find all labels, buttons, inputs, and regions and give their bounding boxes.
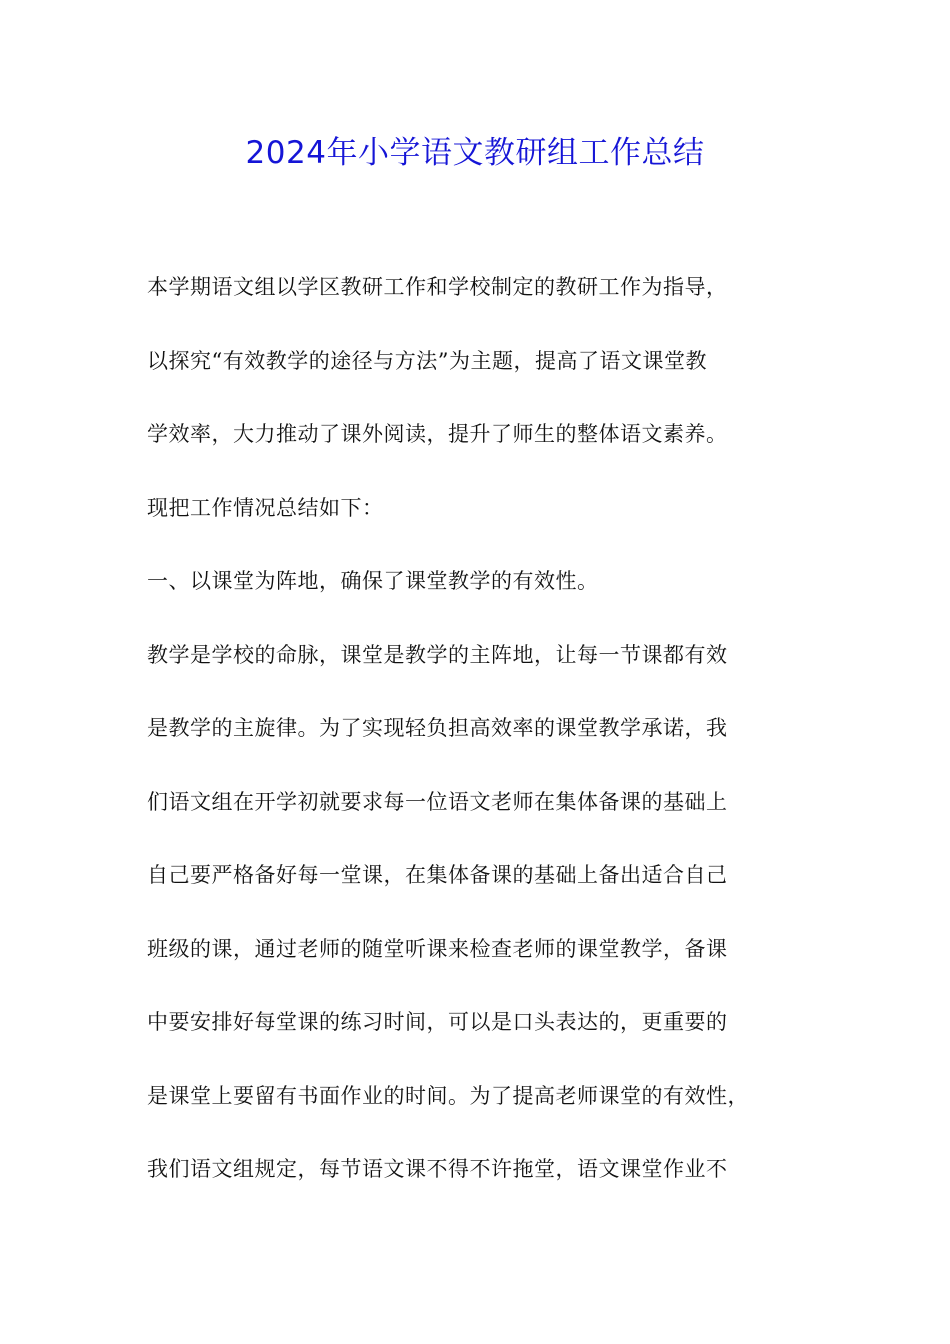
paragraph-line: 我们语文组规定，每节语文课不得不许拖堂，语文课堂作业不	[147, 1157, 728, 1181]
paragraph-line: 班级的课，通过老师的随堂听课来检查老师的课堂教学，备课	[147, 936, 728, 961]
document-body	[147, 264, 827, 1220]
paragraph-line: 学效率，大力推动了课外阅读，提升了师生的整体语文素养。	[147, 422, 728, 446]
paragraph-line: 自己要严格备好每一堂课，在集体备课的基础上备出适合自己	[147, 863, 728, 887]
document-title: 2024年小学语文教研组工作总结	[245, 135, 705, 171]
paragraph-line: 本学期语文组以学区教研工作和学校制定的教研工作为指导，	[147, 275, 728, 299]
paragraph-line: 现把工作情况总结如下：	[147, 495, 384, 520]
paragraph-line: 以探究“有效教学的途径与方法”为主题，提高了语文课堂教	[147, 348, 707, 373]
paragraph-line: 是教学的主旋律。为了实现轻负担高效率的课堂教学承诺，我	[147, 716, 728, 740]
paragraph-line: 们语文组在开学初就要求每一位语文老师在集体备课的基础上	[147, 789, 728, 814]
paragraph-line: 是课堂上要留有书面作业的时间。为了提高老师课堂的有效性，	[147, 1083, 749, 1108]
paragraph-line: 教学是学校的命脉，课堂是教学的主阵地，让每一节课都有效	[147, 642, 728, 667]
section-heading: 一、以课堂为阵地，确保了课堂教学的有效性。	[147, 569, 599, 593]
paragraph-line: 中要安排好每堂课的练习时间，可以是口头表达的，更重要的	[147, 1010, 728, 1034]
